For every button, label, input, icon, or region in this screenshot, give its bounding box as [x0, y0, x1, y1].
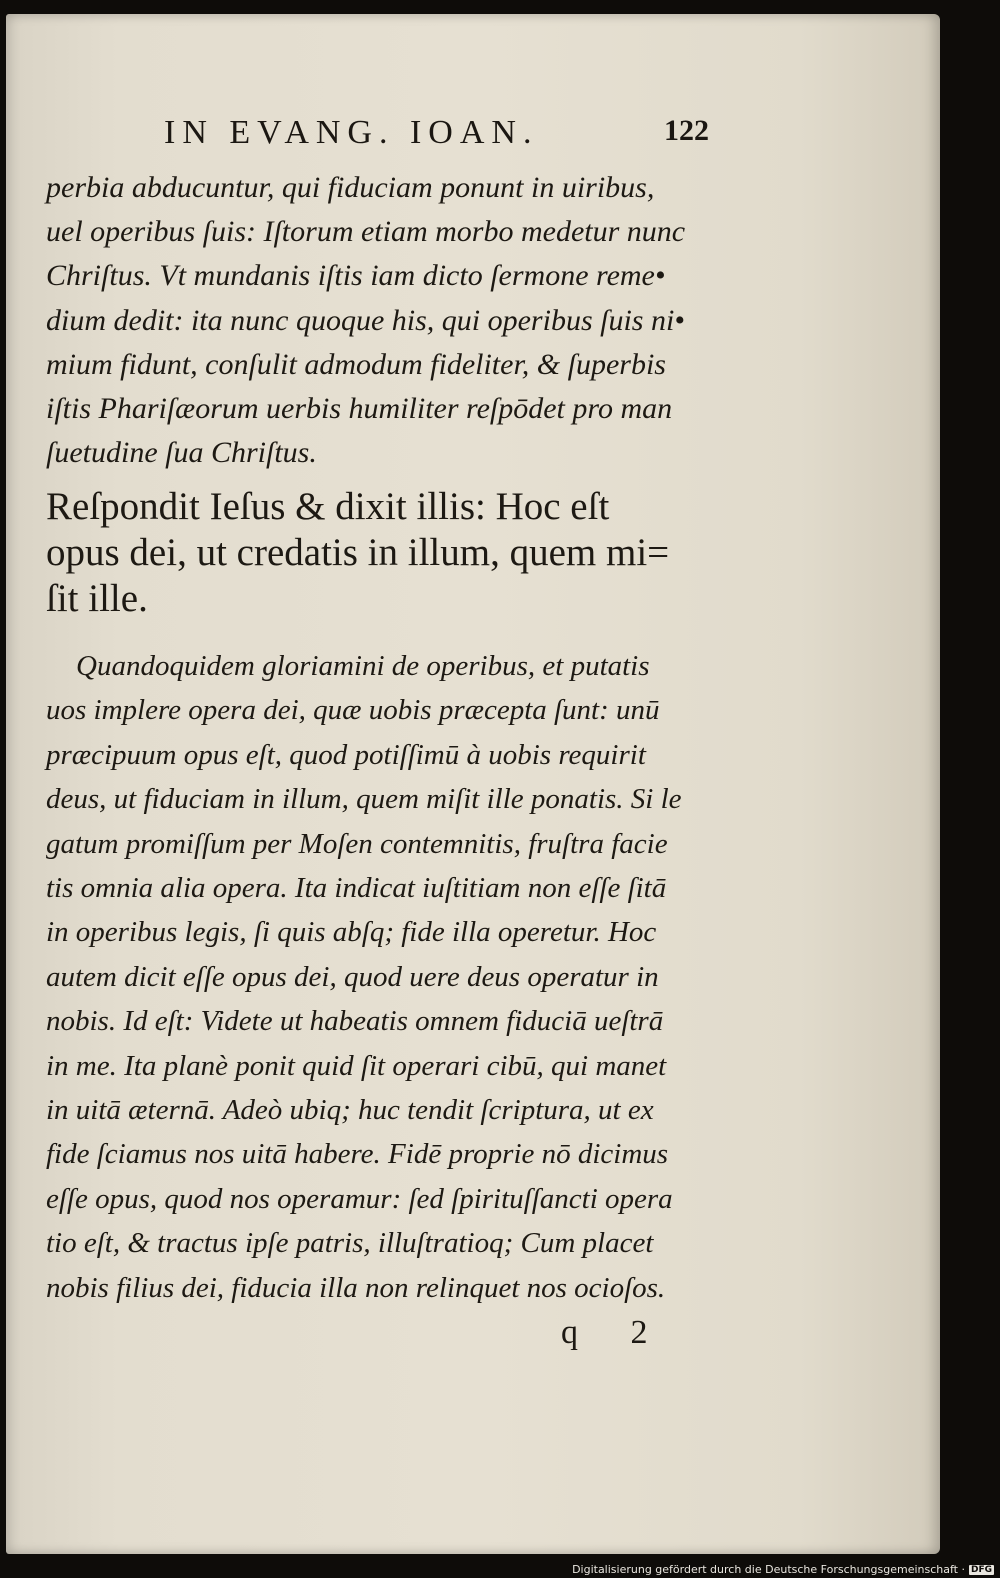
text-line: in operibus legis, ſi quis abſq; fide illa operetur. Hoc [46, 916, 657, 949]
lemma-line: Reſpondit Ieſus & dixit illis: Hoc eſt [46, 485, 610, 528]
text-line: iſtis Phariſæorum uerbis humiliter reſpōdet pro man [46, 392, 673, 426]
text-line: autem dicit eſſe opus dei, quod uere deus operatur in [46, 960, 659, 993]
running-title: IN EVANG. IOAN. [164, 114, 539, 151]
text-line: nobis. Id eſt: Videte ut habeatis omnem fiduciā ueſtrā [46, 1005, 664, 1038]
text-line: in uitā æternā. Adeò ubiq; huc tendit ſcriptura, ut ex [46, 1094, 654, 1127]
scripture-lemma [46, 484, 718, 622]
text-line: uel operibus ſuis: Iſtorum etiam morbo medetur nunc [46, 215, 686, 249]
page-number: 122 [664, 114, 709, 147]
credit-text: Digitalisierung gefördert durch die Deutsche Forschungsgemeinschaft · [572, 1563, 965, 1576]
digitization-credit [572, 1563, 994, 1576]
text-line: perbia abducuntur, qui fiduciam ponunt in uiribus, [46, 171, 655, 204]
text-line: præcipuum opus eſt, quod potiſſimū à uobis requirit [46, 738, 646, 771]
dfg-logo: DFG [970, 1564, 992, 1575]
text-line: tis omnia alia opera. Ita indicat iuſtitiam non eſſe ſitā [46, 872, 667, 905]
text-line: deus, ut fiduciam in illum, quem miſit ille ponatis. Si le [46, 783, 682, 816]
commentary-paragraph-2 [46, 644, 716, 1310]
text-line: tio eſt, & tractus ipſe patris, illuſtratioq; Cum placet [46, 1227, 654, 1260]
text-line: gatum promiſſum per Moſen contemnitis, fruſtra facie [46, 827, 668, 860]
lemma-line: ſit ille. [46, 577, 148, 620]
text-line: Chriſtus. Vt mundanis iſtis iam dicto ſermone reme• [46, 259, 666, 293]
lemma-line: opus dei, ut credatis in illum, quem mi= [46, 531, 670, 574]
text-line: uos implere opera dei, quæ uobis præcepta ſunt: unū [46, 694, 660, 727]
text-line: fide ſciamus nos uitā habere. Fidē proprie nō dicimus [46, 1138, 669, 1171]
text-line: nobis filius dei, fiducia illa non relinquet nos ocioſos. [46, 1271, 666, 1304]
book-page [6, 14, 940, 1554]
text-line: dium dedit: ita nunc quoque his, qui operibus ſuis ni• [46, 303, 685, 337]
text-line: eſſe opus, quod nos operamur: ſed ſpirituſſancti opera [46, 1182, 673, 1215]
signature-mark: q 2 [561, 1314, 670, 1351]
commentary-paragraph-1 [46, 166, 716, 475]
text-line: ſuetudine ſua Chriſtus. [46, 436, 317, 470]
text-line: in me. Ita planè ponit quid ſit operari cibū, qui manet [46, 1049, 667, 1082]
text-line: Quandoquidem gloriamini de operibus, et putatis [76, 650, 650, 682]
text-line: mium fidunt, conſulit admodum fideliter, & ſuperbis [46, 347, 666, 381]
